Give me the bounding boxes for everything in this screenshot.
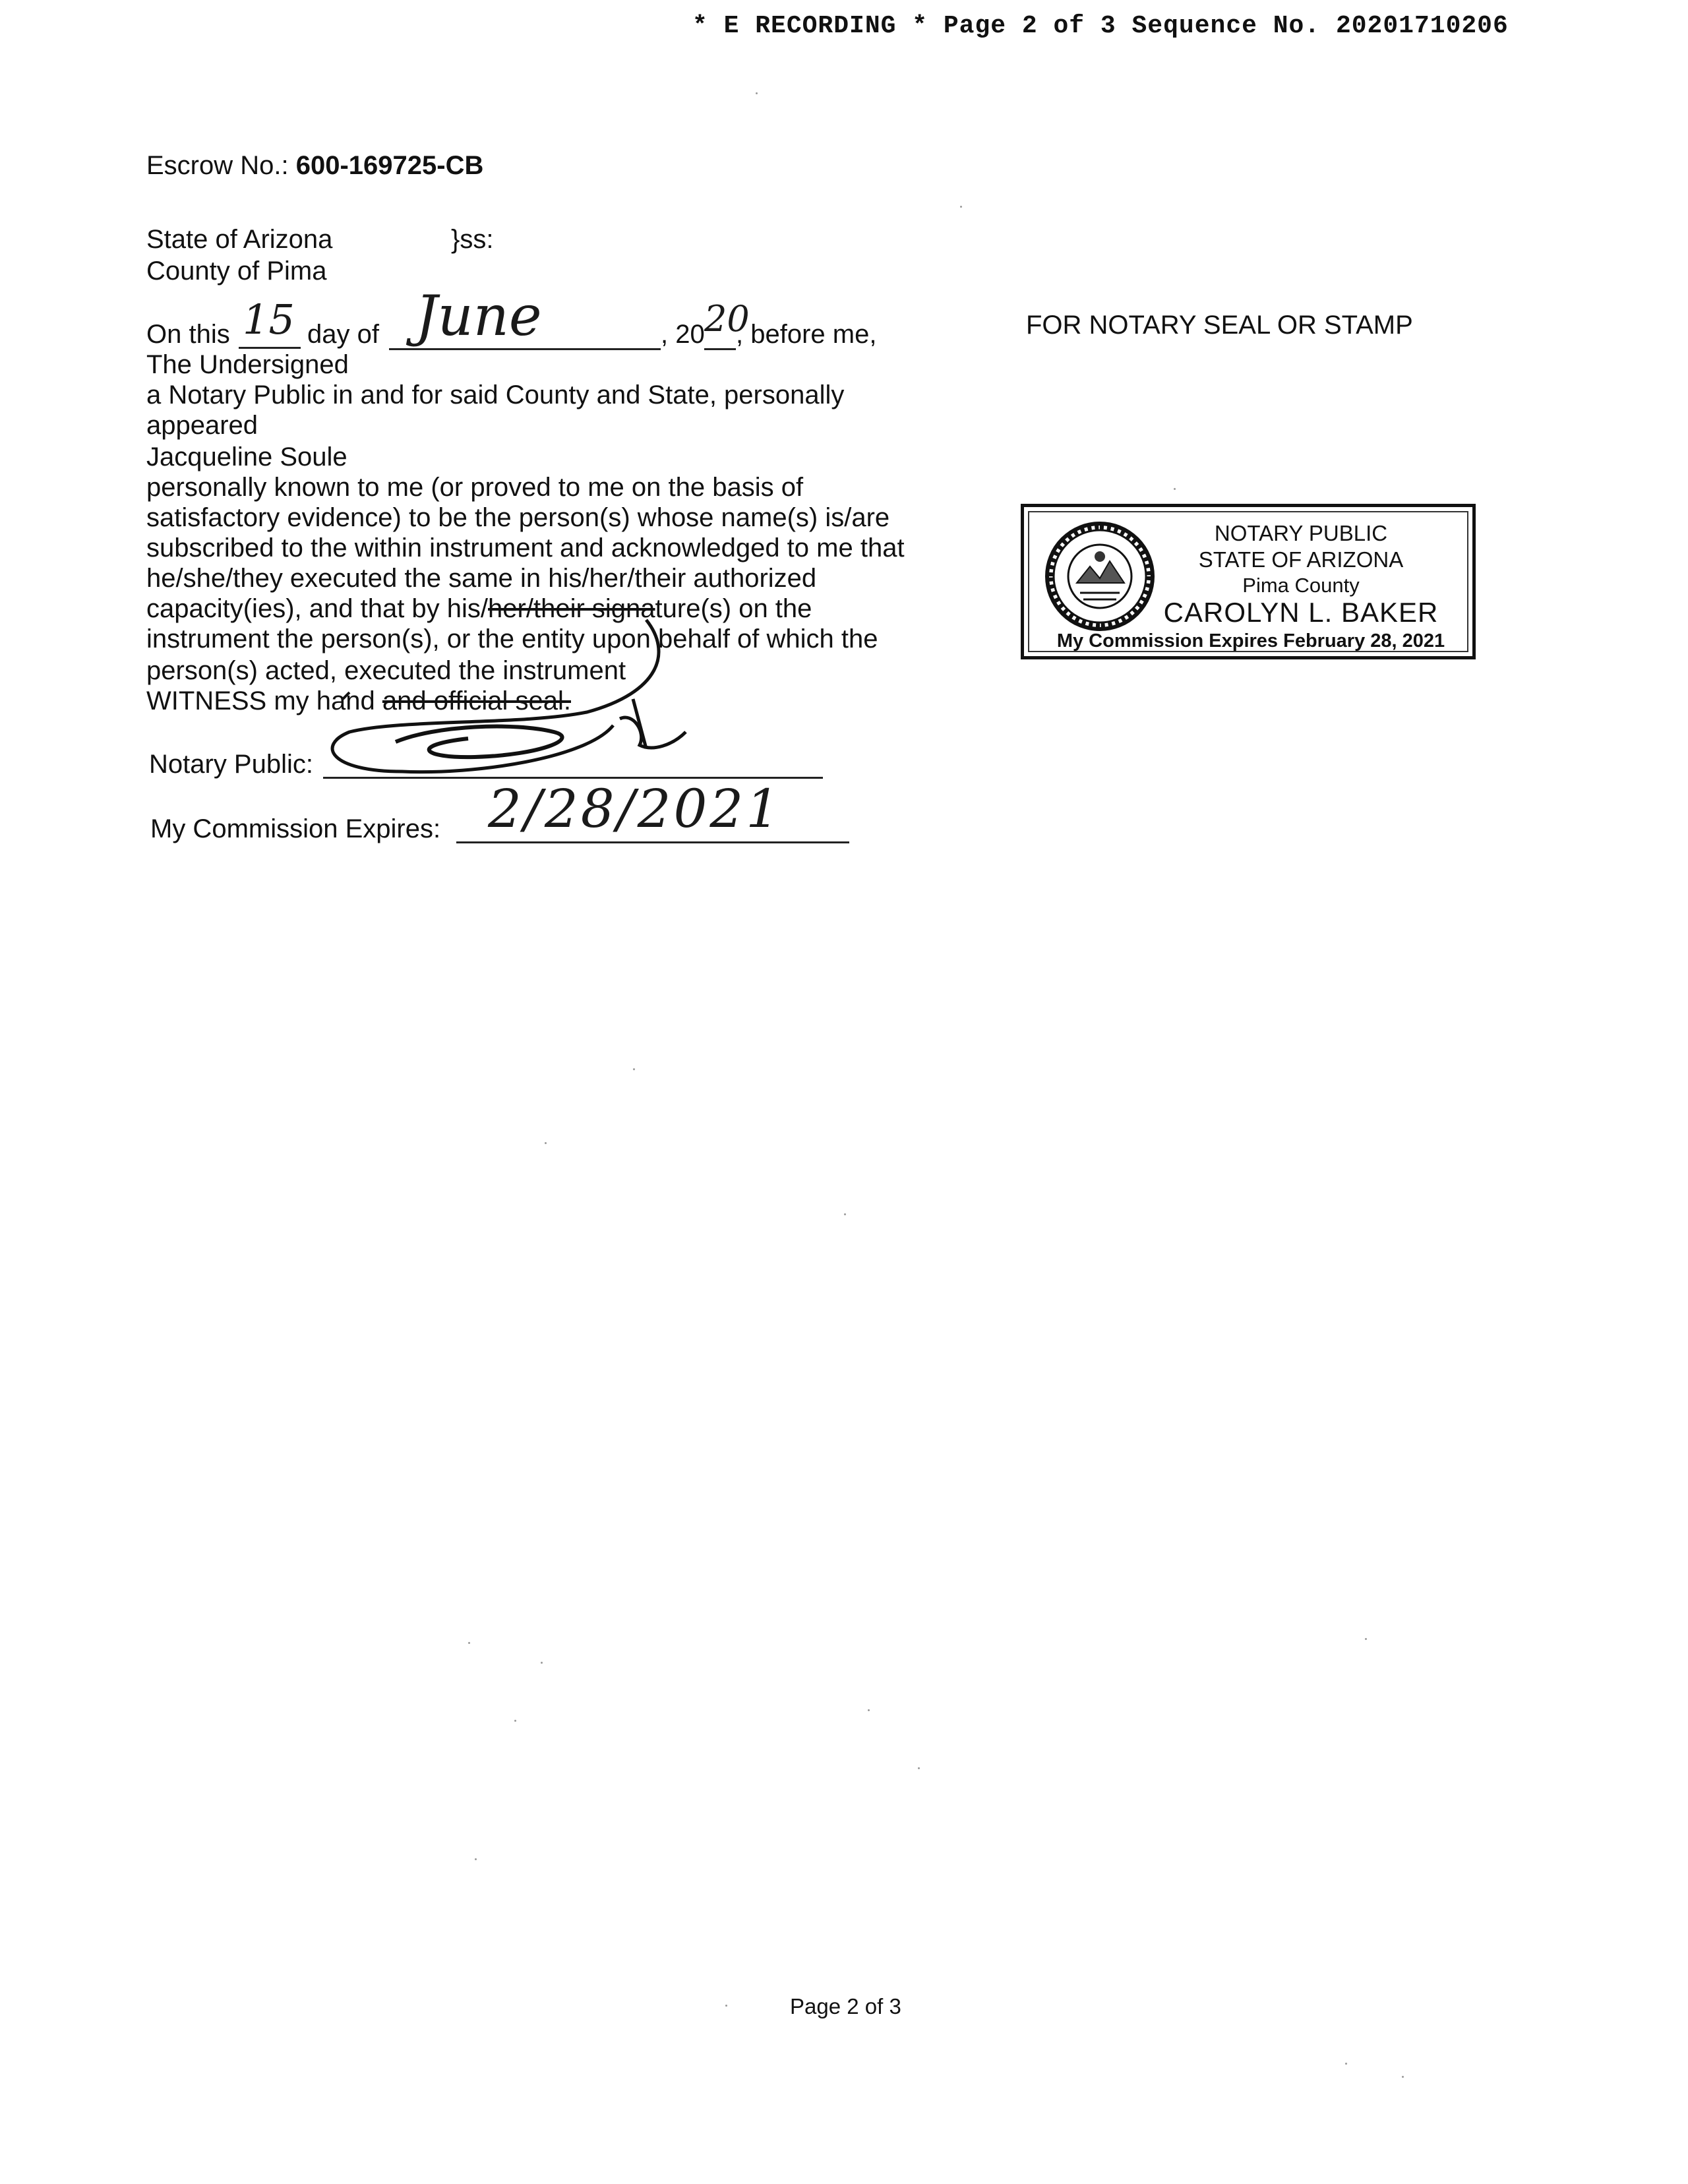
scan-speck (960, 206, 962, 208)
scan-speck (1174, 488, 1176, 490)
appeared-text: appeared (146, 411, 258, 440)
seal-heading: FOR NOTARY SEAL OR STAMP (1026, 311, 1413, 340)
stamp-notary-name: CAROLYN L. BAKER (1163, 597, 1439, 628)
body-line-6: instrument the person(s), or the entity upon behalf of which the (146, 624, 878, 653)
stamp-line-1: NOTARY PUBLIC (1214, 521, 1388, 545)
year-prefix: , 20 (661, 320, 705, 349)
escrow-number: 600-169725-CB (295, 151, 484, 180)
stamp-line-3: Pima County (1242, 574, 1360, 597)
month-handwritten: June (415, 284, 542, 348)
escrow-label: Escrow No.: (146, 151, 289, 180)
body-line-2: satisfactory evidence) to be the person(s) whose name(s) is/are (146, 503, 890, 532)
scan-speck (1402, 2076, 1404, 2078)
signer-name: Jacqueline Soule (146, 442, 347, 471)
signature-stroke-1 (396, 727, 562, 758)
body-line-4: he/she/they executed the same in his/her/their authorized (146, 564, 817, 593)
day-handwritten: 15 (243, 295, 295, 344)
stamp-line-2: STATE OF ARIZONA (1198, 547, 1404, 572)
scan-speck (725, 2005, 727, 2007)
scan-speck (756, 92, 758, 94)
scan-speck (545, 1142, 547, 1144)
body-line-5a: capacity(ies), and that by his/ (146, 594, 489, 623)
on-this-label: On this (146, 320, 230, 349)
scan-speck (475, 1858, 477, 1860)
body-line-1: personally known to me (or proved to me on the basis of (146, 473, 804, 502)
officer-name: The Undersigned (146, 350, 349, 379)
scan-speck (514, 1720, 516, 1722)
scan-speck (844, 1213, 846, 1215)
signature-loop (332, 620, 659, 772)
notary-signature (303, 613, 738, 785)
signature-stroke-2 (620, 717, 686, 748)
venue-county: County of Pima (146, 257, 327, 286)
notary-public-label: Notary Public: (149, 750, 313, 779)
body-line-5-struck: her/their signa (488, 594, 655, 623)
commission-handwritten: 2/28/2021 (488, 778, 783, 839)
escrow-line (146, 150, 483, 181)
signature-stroke-4 (343, 692, 349, 699)
scan-speck (468, 1642, 470, 1644)
scan-speck (868, 1709, 870, 1711)
stamp-expiration: My Commission Expires February 28, 2021 (1056, 630, 1445, 652)
scan-speck (1345, 2063, 1347, 2065)
notary-stamp (1021, 504, 1476, 659)
witness-text: WITNESS my hand (146, 686, 382, 715)
venue-state: State of Arizona (146, 225, 333, 254)
body-line-5b: ture(s) on the (655, 594, 812, 623)
year-handwritten: 20 (704, 298, 750, 340)
witness-struck: and official seal. (382, 686, 571, 715)
recording-header: * E RECORDING * Page 2 of 3 Sequence No. 20201710206 (692, 12, 1509, 40)
before-me: , before me, (736, 320, 877, 349)
notary-text: a Notary Public in and for said County and State, personally (146, 380, 845, 410)
venue-ss: }ss: (451, 225, 494, 254)
body-line-7: person(s) acted, executed the instrument (146, 656, 626, 685)
day-of-label: day of (307, 320, 379, 349)
arizona-seal-icon (1044, 520, 1156, 632)
commission-label: My Commission Expires: (150, 814, 441, 843)
page-footer: Page 2 of 3 (790, 1994, 901, 2018)
scan-speck (633, 1068, 635, 1070)
body-line-3: subscribed to the within instrument and acknowledged to me that (146, 533, 905, 562)
scan-speck (1365, 1638, 1367, 1640)
scan-speck (918, 1767, 920, 1769)
scan-speck (541, 1662, 543, 1664)
